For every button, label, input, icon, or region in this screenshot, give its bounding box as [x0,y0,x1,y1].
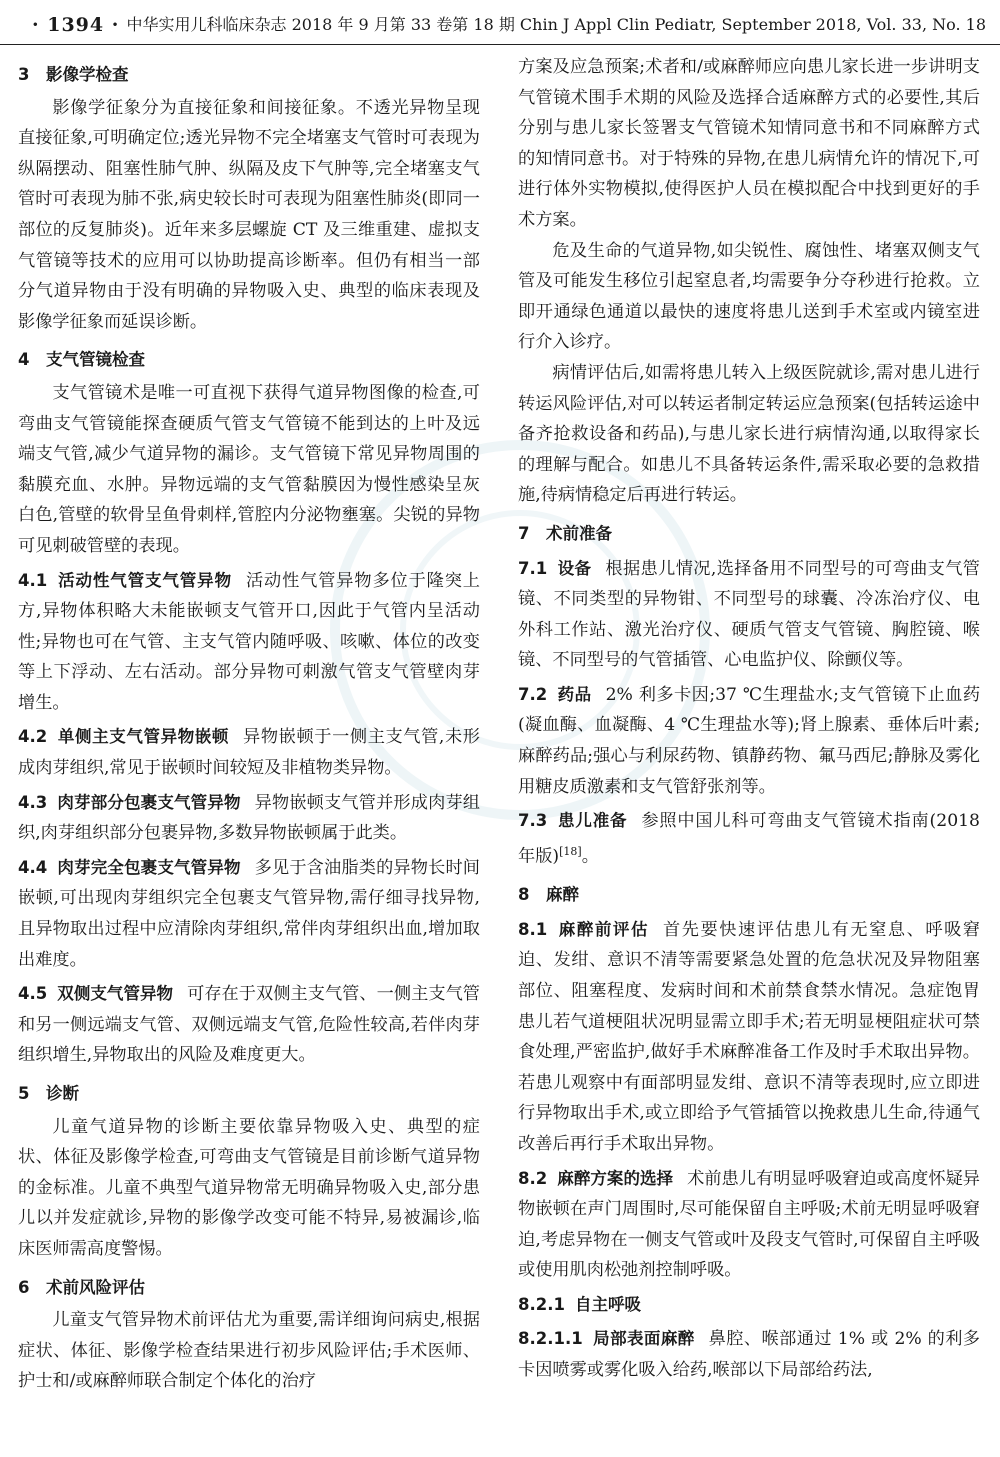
subsection-heading: 8.2.1 自主呼吸 [518,1294,641,1314]
section-heading: 5 诊断 [18,1084,79,1103]
subsection: 4.4 肉芽完全包裹支气管异物 多见于含油脂类的异物长时间嵌顿,可出现肉芽组织完全包裹支气管异物,需仔细寻找异物,且异物取出过程中应清除肉芽组织,常伴肉芽组织出血,增加取出难度。 [18,857,480,970]
page-number: · 1394 · [32,14,120,36]
section-heading: 7 术前准备 [518,523,612,543]
subsection: 4.5 双侧支气管异物 可存在于双侧主支气管、一侧主支气管和另一侧远端支气管、双侧远端支气管,危险性较高,若伴肉芽组织增生,异物取出的风险及难度更大。 [18,984,480,1066]
page-header [0,0,1000,45]
right-column [518,52,980,1386]
left-column [18,52,480,1397]
paragraph: 儿童气道异物的诊断主要依靠异物吸入史、典型的症状、体征及影像学检查,可弯曲支气管镜是目前诊断气道异物的金标准。儿童不典型气道异物常无明确异物吸入史,部分患儿以并发症就诊,异物的影像学改变可能不特异,易被漏诊,临床医师需高度警惕。 [18,1116,480,1259]
citation-ref: [18] [559,844,582,858]
subsection: 8.1 麻醉前评估 首先要快速评估患儿有无窒息、呼吸窘迫、发绀、意识不清等需要紧急处置的危急状况及异物阻塞部位、阻塞程度、发病时间和术前禁食禁水情况。急症饱胃患儿若气道梗阻状况明显需立即手术;若无明显梗阻症状可禁食处理,严密监护,做好手术麻醉准备工作及时手术取出异物。若患儿观察中有面部明显发绀、意识不清等表现时,应立即进行异物取出手术,或立即给予气管插管以挽救患儿生命,待通气改善后再行手术取出异物。 [518,919,980,1154]
section-heading: 4 支气管镜检查 [18,350,145,370]
paragraph: 儿童支气管异物术前评估尤为重要,需详细询问病史,根据症状、体征、影像学检查结果进行初步风险评估;手术医师、护士和/或麻醉师联合制定个体化的治疗 [18,1310,480,1392]
paragraph: 方案及应急预案;术者和/或麻醉师应向患儿家长进一步讲明支气管镜术围手术期的风险及选择合适麻醉方式的必要性,其后分别与患儿家长签署支气管镜术知情同意书和不同麻醉方式的知情同意书。对于特殊的异物,在患儿病情允许的情况下,可进行体外实物模拟,使得医护人员在模拟配合中找到更好的手术方案。 [518,57,980,230]
paragraph: 危及生命的气道异物,如尖锐性、腐蚀性、堵塞双侧支气管及可能发生移位引起窒息者,均需要争分夺秒进行抢救。立即开通绿色通道以最快的速度将患儿送到手术室或内镜室进行介入诊疗。 [518,240,980,353]
section-heading: 8 麻醉 [518,885,579,905]
section-heading: 3 影像学检查 [18,65,129,84]
paragraph: 支气管镜术是唯一可直视下获得气道异物图像的检查,可弯曲支气管镜能探查硬质气管支气管镜不能到达的上叶及远端支气管,减少气道异物的漏诊。支气管镜下常见异物周围的黏膜充血、水肿。异物远端的支气管黏膜因为慢性感染呈灰白色,管壁的软骨呈鱼骨刺样,管腔内分泌物壅塞。尖锐的异物可见刺破管壁的表现。 [18,382,480,556]
subsection: 4.1 活动性气管支气管异物 活动性气管异物多位于隆突上方,异物体积略大未能嵌顿支气管开口,因此于气管内呈活动性;异物也可在气管、主支气管内随呼吸、咳嗽、体位的改变等上下浮动、左右活动。部分异物可刺激气管支气管壁肉芽增生。 [18,570,480,713]
section-heading: 6 术前风险评估 [18,1277,145,1297]
subsection: 7.2 药品 2% 利多卡因;37 ℃生理盐水;支气管镜下止血药(凝血酶、血凝酶、4 ℃生理盐水等);肾上腺素、垂体后叶素;麻醉药品;强心与利尿药物、镇静药物、氟马西尼;静脉及雾化用糖皮质激素和支气管舒张剂等。 [518,684,981,797]
subsection: 4.3 肉芽部分包裹支气管异物 异物嵌顿支气管并形成肉芽组织,肉芽组织部分包裹异物,多数异物嵌顿属于此类。 [18,792,480,844]
paragraph: 病情评估后,如需将患儿转入上级医院就诊,需对患儿进行转运风险评估,对可以转运者制定转运应急预案(包括转运途中备齐抢救设备和药品),与患儿家长进行病情沟通,以取得家长的理解与配合。如患儿不具备转运条件,需采取必要的急救措施,待病情稳定后再进行转运。 [518,362,980,506]
subsection: 4.2 单侧主支气管异物嵌顿 异物嵌顿于一侧主支气管,未形成肉芽组织,常见于嵌顿时间较短及非植物类异物。 [18,727,480,779]
journal-citation: 中华实用儿科临床杂志 2018 年 9 月第 33 卷第 18 期 Chin J Appl Clin Pediatr, September 2018, Vol. 33, No. 18 [126,15,986,34]
subsection: 8.2.1.1 局部表面麻醉 鼻腔、喉部通过 1% 或 2% 的利多卡因喷雾或雾化吸入给药,喉部以下局部给药法, [518,1329,980,1381]
subsection: 7.1 设备 根据患儿情况,选择备用不同型号的可弯曲支气管镜、不同类型的异物钳、不同型号的球囊、冷冻治疗仪、电外科工作站、激光治疗仪、硬质气管支气管镜、胸腔镜、喉镜、不同型号的气管插管、心电监护仪、除颤仪等。 [518,558,980,671]
paragraph: 影像学征象分为直接征象和间接征象。不透光异物呈现直接征象,可明确定位;透光异物不完全堵塞支气管时可表现为纵隔摆动、阻塞性肺气肿、纵隔及皮下气肿等,完全堵塞支气管时可表现为肺不张,病史较长时可表现为阻塞性肺炎(即同一部位的反复肺炎)。近年来多层螺旋 CT 及三维重建、虚拟支气管镜等技术的应用可以协助提高诊断率。但仍有相当一部分气道异物由于没有明确的异物吸入史、典型的临床表现及影像学征象而延误诊断。 [18,97,480,332]
subsection: 7.3 患儿准备 参照中国儿科可弯曲支气管镜术指南(2018 年版)[18]。 [518,811,980,867]
subsection: 8.2 麻醉方案的选择 术前患儿有明显呼吸窘迫或高度怀疑异物嵌顿在声门周围时,尽可能保留自主呼吸;术前无明显呼吸窘迫,考虑异物在一侧支气管或叶及段支气管时,可保留自主呼吸或使用肌肉松弛剂控制呼吸。 [518,1168,980,1281]
